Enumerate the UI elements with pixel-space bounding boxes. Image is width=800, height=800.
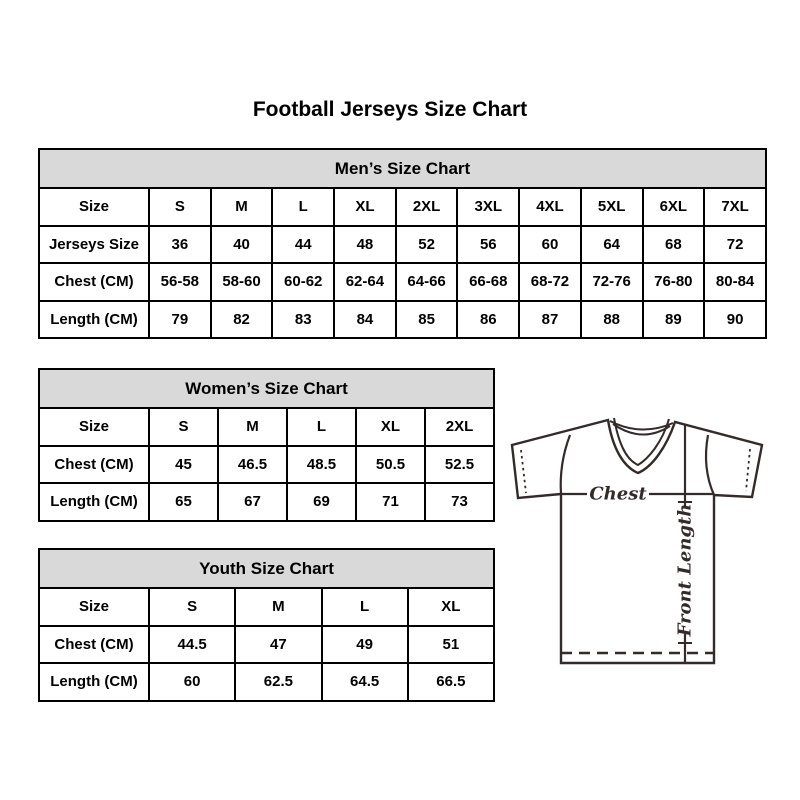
women-table-title: Women’s Size Chart	[39, 369, 494, 408]
right-armhole-seam	[706, 435, 714, 495]
value-cell: 45	[149, 446, 218, 484]
value-cell: 89	[643, 301, 705, 339]
value-cell: 66.5	[408, 663, 494, 701]
right-cuff-stitch-line	[746, 449, 750, 491]
women-table	[38, 368, 495, 522]
row-label: Chest (CM)	[39, 263, 149, 301]
value-cell: 64-66	[396, 263, 458, 301]
table-row	[39, 188, 766, 226]
value-cell: 86	[457, 301, 519, 339]
value-cell: 58-60	[211, 263, 273, 301]
value-cell: 60	[519, 226, 581, 264]
youth-size-table	[38, 548, 495, 702]
value-cell: 83	[272, 301, 334, 339]
womens-size-table	[38, 368, 495, 522]
value-cell: L	[322, 588, 408, 626]
value-cell: 90	[704, 301, 766, 339]
value-cell: 73	[425, 483, 494, 521]
value-cell: 62.5	[235, 663, 321, 701]
value-cell: 65	[149, 483, 218, 521]
value-cell: 66-68	[457, 263, 519, 301]
table-row	[39, 588, 494, 626]
value-cell: 87	[519, 301, 581, 339]
row-label: Length (CM)	[39, 663, 149, 701]
value-cell: 52	[396, 226, 458, 264]
page-title: Football Jerseys Size Chart	[252, 98, 528, 121]
table-row	[39, 446, 494, 484]
value-cell: S	[149, 408, 218, 446]
value-cell: 64	[581, 226, 643, 264]
value-cell: 64.5	[322, 663, 408, 701]
chest-label: Chest	[589, 483, 647, 505]
table-row	[39, 408, 494, 446]
value-cell: 71	[356, 483, 425, 521]
value-cell: M	[218, 408, 287, 446]
value-cell: 88	[581, 301, 643, 339]
value-cell: 5XL	[581, 188, 643, 226]
value-cell: 40	[211, 226, 273, 264]
value-cell: XL	[356, 408, 425, 446]
men-table	[38, 148, 767, 339]
row-label: Chest (CM)	[39, 446, 149, 484]
row-label: Length (CM)	[39, 301, 149, 339]
value-cell: 44.5	[149, 626, 235, 664]
table-row	[39, 483, 494, 521]
table-title-row	[39, 549, 494, 588]
value-cell: 51	[408, 626, 494, 664]
row-label: Length (CM)	[39, 483, 149, 521]
value-cell: 69	[287, 483, 356, 521]
table-row	[39, 226, 766, 264]
value-cell: 76-80	[643, 263, 705, 301]
value-cell: 36	[149, 226, 211, 264]
value-cell: 6XL	[643, 188, 705, 226]
value-cell: XL	[334, 188, 396, 226]
value-cell: 7XL	[704, 188, 766, 226]
value-cell: XL	[408, 588, 494, 626]
front-length-label: Front Length	[674, 503, 696, 637]
value-cell: 79	[149, 301, 211, 339]
table-row	[39, 263, 766, 301]
table-row	[39, 626, 494, 664]
value-cell: 4XL	[519, 188, 581, 226]
left-cuff-stitch-line	[521, 450, 526, 493]
value-cell: 80-84	[704, 263, 766, 301]
jersey-measurement-diagram	[503, 406, 771, 674]
value-cell: 47	[235, 626, 321, 664]
value-cell: L	[272, 188, 334, 226]
value-cell: 60	[149, 663, 235, 701]
value-cell: 85	[396, 301, 458, 339]
left-armhole-seam	[561, 435, 570, 494]
row-label: Chest (CM)	[39, 626, 149, 664]
value-cell: 72	[704, 226, 766, 264]
value-cell: 72-76	[581, 263, 643, 301]
value-cell: 67	[218, 483, 287, 521]
value-cell: 84	[334, 301, 396, 339]
table-title-row	[39, 369, 494, 408]
youth-table	[38, 548, 495, 702]
value-cell: 46.5	[218, 446, 287, 484]
row-label: Size	[39, 408, 149, 446]
value-cell: 68	[643, 226, 705, 264]
value-cell: 2XL	[425, 408, 494, 446]
value-cell: 52.5	[425, 446, 494, 484]
value-cell: L	[287, 408, 356, 446]
row-label: Size	[39, 188, 149, 226]
value-cell: 2XL	[396, 188, 458, 226]
value-cell: M	[235, 588, 321, 626]
table-row	[39, 301, 766, 339]
jersey-body-outline	[512, 420, 762, 663]
mens-size-table	[38, 148, 767, 339]
value-cell: S	[149, 588, 235, 626]
value-cell: 56-58	[149, 263, 211, 301]
value-cell: 48.5	[287, 446, 356, 484]
value-cell: 82	[211, 301, 273, 339]
value-cell: 3XL	[457, 188, 519, 226]
value-cell: 50.5	[356, 446, 425, 484]
value-cell: 60-62	[272, 263, 334, 301]
table-title-row	[39, 149, 766, 188]
value-cell: 48	[334, 226, 396, 264]
row-label: Jerseys Size	[39, 226, 149, 264]
men-table-title: Men’s Size Chart	[39, 149, 766, 188]
value-cell: 44	[272, 226, 334, 264]
value-cell: 49	[322, 626, 408, 664]
value-cell: 68-72	[519, 263, 581, 301]
jersey-outline-drawing	[503, 406, 771, 674]
value-cell: 56	[457, 226, 519, 264]
row-label: Size	[39, 588, 149, 626]
youth-table-title: Youth Size Chart	[39, 549, 494, 588]
value-cell: S	[149, 188, 211, 226]
value-cell: 62-64	[334, 263, 396, 301]
value-cell: M	[211, 188, 273, 226]
table-row	[39, 663, 494, 701]
